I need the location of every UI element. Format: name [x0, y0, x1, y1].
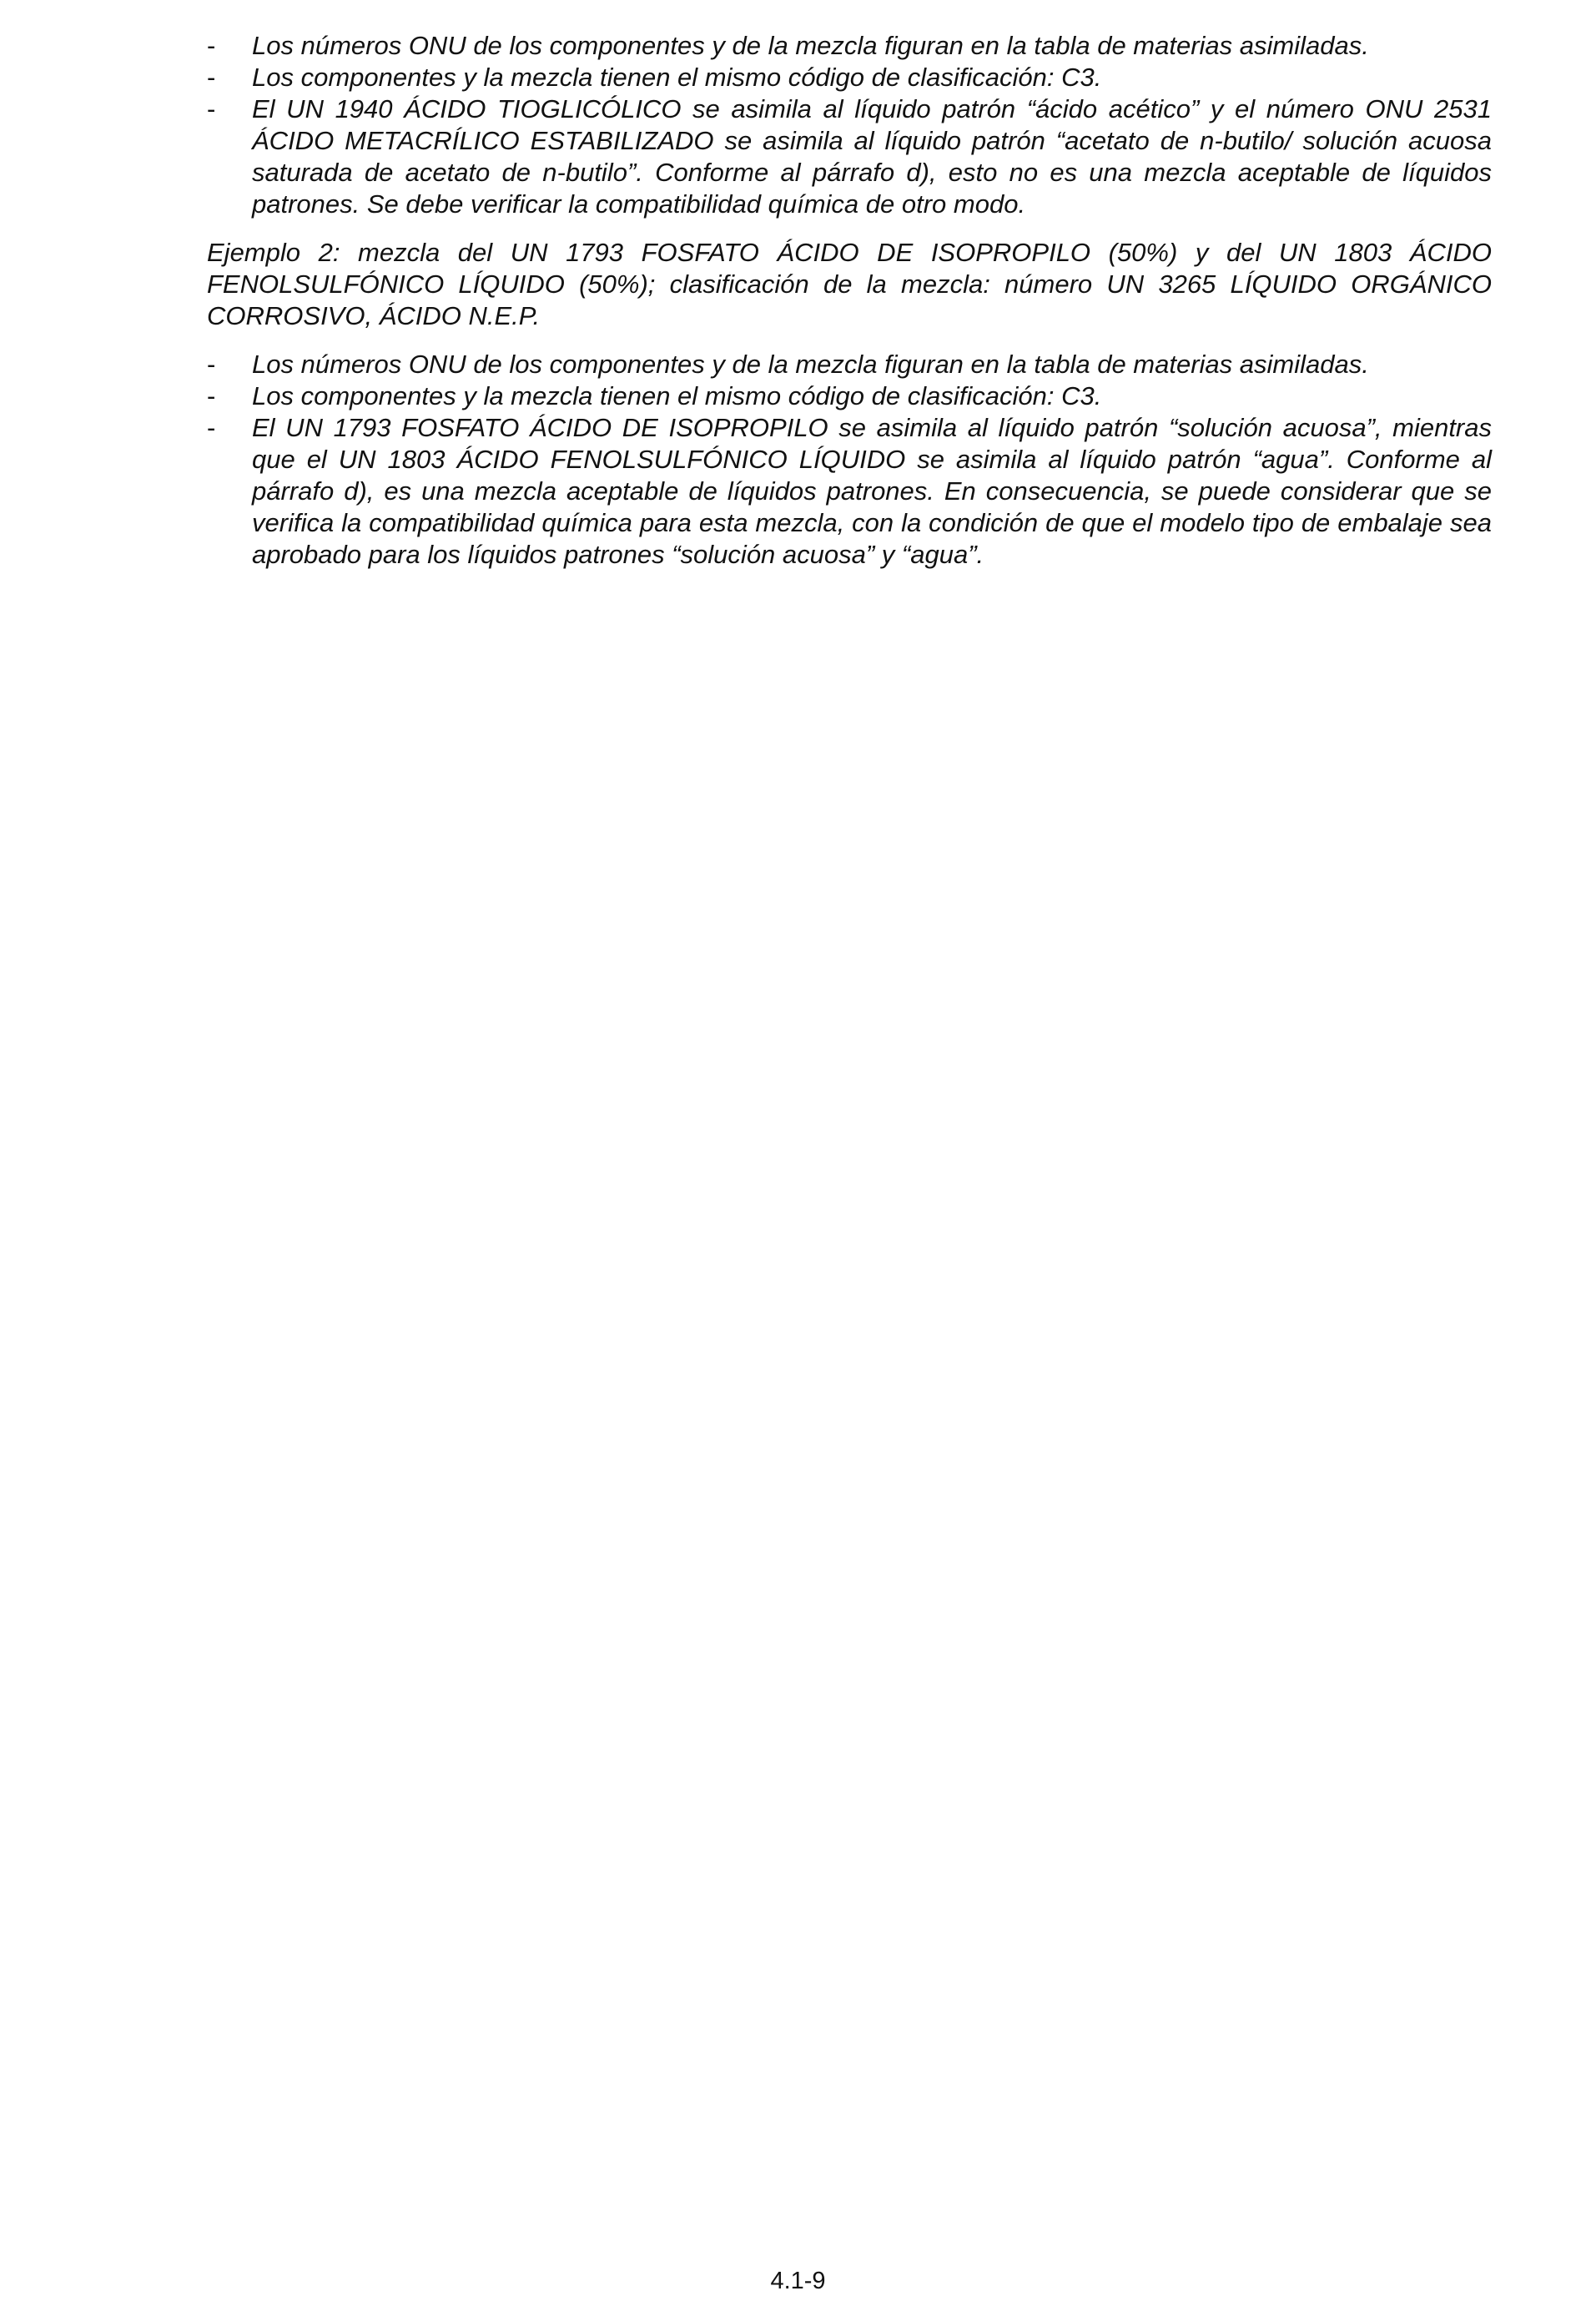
list-item [207, 349, 1492, 380]
bullet-list-example-1 [207, 30, 1492, 220]
list-item-text: Los componentes y la mezcla tienen el mismo código de clasificación: C3. [252, 63, 1102, 92]
bullet-dash: - [207, 94, 216, 123]
list-item [207, 62, 1492, 93]
list-item [207, 380, 1492, 412]
document-body [207, 30, 1492, 571]
list-item-text: El UN 1940 ÁCIDO TIOGLICÓLICO se asimila al líquido patrón “ácido acético” y el número ONU 2531 ÁCIDO METACRÍLICO ESTABILIZADO se asimila al líquido patrón “acetato de n-butilo/ solución acuosa saturada de acetato de n-butilo”. Conforme al párrafo d), esto no es una mezcla aceptable de líquidos patrones. Se debe verificar la compatibilidad química de otro modo. [252, 94, 1492, 219]
bullet-dash: - [207, 63, 216, 92]
list-item [207, 412, 1492, 571]
bullet-dash: - [207, 31, 216, 60]
list-item [207, 30, 1492, 62]
list-item-text: Los números ONU de los componentes y de la mezcla figuran en la tabla de materias asimiladas. [252, 350, 1369, 379]
list-item-text: Los componentes y la mezcla tienen el mismo código de clasificación: C3. [252, 381, 1102, 410]
bullet-list-example-2 [207, 349, 1492, 571]
list-item-text: Los números ONU de los componentes y de la mezcla figuran en la tabla de materias asimiladas. [252, 31, 1369, 60]
example-2-paragraph: Ejemplo 2: mezcla del UN 1793 FOSFATO ÁCIDO DE ISOPROPILO (50%) y del UN 1803 ÁCIDO FENOLSULFÓNICO LÍQUIDO (50%); clasificación de la mezcla: número UN 3265 LÍQUIDO ORGÁNICO CORROSIVO, ÁCIDO N.E.P. [207, 238, 1492, 330]
bullet-dash: - [207, 413, 216, 442]
list-item [207, 93, 1492, 220]
list-item-text: El UN 1793 FOSFATO ÁCIDO DE ISOPROPILO se asimila al líquido patrón “solución acuosa”, mientras que el UN 1803 ÁCIDO FENOLSULFÓNICO LÍQUIDO se asimila al líquido patrón “agua”. Conforme al párrafo d), es una mezcla aceptable de líquidos patrones. En consecuencia, se puede considerar que se verifica la compatibilidad química para esta mezcla, con la condición de que el modelo tipo de embalaje sea aprobado para los líquidos patrones “solución acuosa” y “agua”. [252, 413, 1492, 569]
page-number: 4.1-9 [770, 2268, 826, 2294]
bullet-dash: - [207, 381, 216, 410]
bullet-dash: - [207, 350, 216, 379]
